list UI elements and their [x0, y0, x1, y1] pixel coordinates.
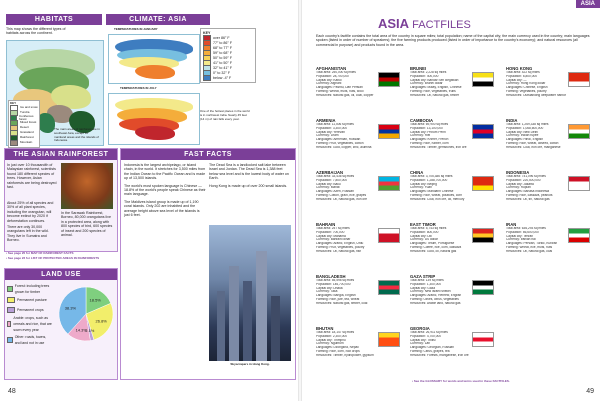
country-name: BANGLADESH — [316, 274, 346, 279]
country-fact: Resources: Natural gas, oil, coal, copper — [316, 93, 374, 97]
country-fact: Resources: Oil, natural gas, timber — [410, 93, 460, 97]
rainforest-title: THE ASIAN RAINFOREST — [5, 149, 117, 160]
country-fact: Farming: Fruit, vegetables, cotton — [316, 141, 364, 145]
country-fact: Population: 6,800,000 — [506, 74, 538, 78]
country-name: GAZA STRIP — [410, 274, 436, 279]
country-fact: Total area: 26,911 sq miles — [410, 331, 448, 334]
habitats-key-row: Rainforest — [10, 136, 38, 141]
country-factfile — [410, 274, 492, 306]
country-name: CAMBODIA — [410, 118, 434, 123]
landuse-legend — [7, 283, 53, 347]
country-fact: Population: 700,000 — [316, 230, 345, 234]
page-number-right: 49 — [586, 388, 594, 395]
country-fact: Currency: Ngultrum — [316, 342, 344, 346]
country-fact: Farming: Rice, wheat, potatoes, corn — [410, 193, 463, 197]
climate-key-row: 41° to 50° F — [203, 60, 253, 65]
country-fact: Resources: Arable land, natural gas — [410, 301, 461, 305]
country-fact: Currency: Lari — [410, 342, 431, 346]
country-fact: Farming: Rice, corn, root crops — [316, 349, 360, 353]
country-name: CHINA — [410, 170, 424, 175]
section-tab: ASIA — [576, 0, 600, 8]
rainforest-box — [4, 148, 118, 252]
country-fact: Capital city: Baku — [316, 182, 341, 186]
country-fact: Languages: Dzongkha, Nepali — [316, 346, 359, 350]
country-fact: Total area: 250,000 sq miles — [316, 71, 356, 74]
country-fact: Resources: Forests, manganese, iron ore — [410, 353, 469, 357]
climate-key-title: KEY — [203, 31, 211, 35]
fastfacts-col1 — [124, 163, 206, 220]
country-fact: Languages: Malay, English, Chinese — [410, 86, 462, 90]
country-fact: Total area: 139 sq miles — [410, 279, 444, 282]
climate-key-row: over 86° F — [203, 35, 253, 40]
habitats-key-row: Desert — [10, 126, 38, 131]
habitats-note: The main areas of rainforest are in southeast Asia, except for mainland areas and the islands of Indonesia. — [54, 127, 100, 143]
landuse-legend-row: Forest: including trees grown for timber — [7, 283, 53, 295]
country-fact: Languages: Mandarin Chinese — [410, 190, 454, 194]
country-fact: Total area: 422 sq miles — [506, 71, 540, 74]
flag-ge-icon — [472, 332, 494, 347]
country-fact: Languages: Arabic, English, Urdu — [316, 242, 364, 246]
country-fact: Currency: New Israeli shekel — [410, 290, 451, 294]
country-fact: Capital city: Beijing — [410, 182, 437, 186]
flag-kh-icon — [472, 124, 494, 139]
country-factfile — [410, 66, 492, 98]
country-name: BAHRAIN — [316, 222, 336, 227]
country-fact: Capital city: Tbilisi — [410, 338, 436, 342]
country-factfile — [506, 170, 588, 202]
country-fact: Population: 146,700,000 — [316, 282, 351, 286]
country-fact: Total area: 3,705,386 sq miles — [410, 175, 453, 178]
habitats-key-row: Mixed forest — [10, 121, 38, 126]
country-fact: Currency: Iranian rial — [506, 238, 536, 242]
country-fact: Resources: Oil, natural gas, fish — [316, 249, 362, 253]
country-name: INDONESIA — [506, 170, 530, 175]
country-fact: Population: 3,300,000 — [316, 126, 348, 130]
country-fact: Farming: Wheat, fruits, nuts, wool — [316, 89, 364, 93]
country-fact: Languages: Georgian, Russian — [410, 346, 454, 350]
title-rest: FACTFILES — [409, 19, 471, 31]
habitats-key-row: Grassland — [10, 131, 38, 136]
climate-key-row: 32° to 41° F — [203, 65, 253, 70]
habitats-key-row: Ice and snow — [10, 106, 38, 111]
hongkong-caption: Skyscrapers in Hong Kong. — [230, 362, 270, 366]
habitats-key — [8, 100, 40, 148]
country-fact: Farming: Rice, wheat, oilseed, cotton — [506, 141, 559, 145]
climate-jan-label: TEMPERATURES IN JANUARY — [114, 27, 158, 31]
landuse-title: LAND USE — [5, 269, 117, 280]
country-fact: Languages: Pashtu, Dari Persian — [316, 86, 363, 90]
rainforest-footer1: • See page 20 for MAP OF RAINFOREST FACTS — [6, 251, 74, 255]
country-fact: Currency: Yuan — [410, 186, 432, 190]
country-name: AFGHANISTAN — [316, 66, 347, 71]
country-fact: Languages: Arabic, Hebrew, English — [410, 294, 462, 298]
fastfacts-item: The world's most spoken language is Chinese — 18.8% of the world's people speak Chinese as their main language. — [124, 183, 206, 197]
country-fact: Farming: Rice, rubber, corn — [410, 141, 449, 145]
landuse-box — [4, 268, 118, 380]
country-fact: Farming: Cotton, grain, rice, grapes — [316, 193, 367, 197]
country-fact: Total area: 741,096 sq miles — [506, 175, 546, 178]
country-name: ARMENIA — [316, 118, 336, 123]
country-fact: Population: 28,700,000 — [316, 74, 349, 78]
country-fact: Resources: Timber, gemstones, iron ore — [410, 145, 467, 149]
climate-key-row: 68° to 77° F — [203, 45, 253, 50]
pie-label: 26.8% — [95, 318, 107, 324]
country-fact: Currency: Dram — [316, 134, 339, 138]
country-factfile — [316, 170, 398, 202]
country-fact: Population: 1,300,000 — [410, 282, 442, 286]
page-right — [302, 0, 600, 401]
country-fact: Farming: Vegetables, poultry — [506, 89, 547, 93]
habitats-title: HABITATS — [6, 14, 102, 25]
country-fact: Farming: Citrus, grapes, tea — [410, 349, 450, 353]
country-factfile — [316, 222, 398, 254]
country-fact: Resources: Natural gas, timber, coal — [316, 301, 368, 305]
country-fact: Currency: Riel — [410, 134, 431, 138]
country-fact: Languages: Chinese, English — [506, 86, 548, 90]
country-fact: Farming: Rice, jute, tea, wheat — [316, 297, 360, 301]
rainforest-b2: There are only 30,000 orangutans left in the wild. They live in Sumatra and Borneo. — [7, 225, 49, 243]
landuse-legend-row: Permanent crops — [7, 305, 53, 315]
flag-ir-icon — [568, 228, 590, 243]
country-fact: Languages: Armenian, Russian — [316, 138, 361, 142]
pie-label: 2.1% — [85, 327, 95, 333]
country-fact: Farming: Olives, citrus, vegetables — [410, 297, 459, 301]
country-fact: Capital city: Manama — [316, 234, 346, 238]
country-name: BRUNEI — [410, 66, 427, 71]
climate-note: One of the hottest places in the world is in northwest India. Nearly 45 feet (14 m) of rain falls every year. — [200, 109, 250, 121]
country-name: INDIA — [506, 118, 518, 123]
landuse-legend-row: Arable: crops, such as cereals and rice, that are sown every year — [7, 315, 53, 333]
country-fact: Farming: Fruit, vegetables, poultry — [316, 245, 365, 249]
climate-jul-map — [108, 93, 200, 145]
country-name: AZERBAIJAN — [316, 170, 343, 175]
country-fact: Languages: Khmer, French — [410, 138, 449, 142]
country-fact: Capital city: Dili — [410, 234, 432, 238]
country-fact: Total area: 5,743 sq miles — [410, 227, 447, 230]
flag-az-icon — [378, 176, 400, 191]
country-factfile — [410, 222, 492, 254]
country-fact: Population: 4,700,000 — [410, 334, 442, 338]
country-fact: Capital city: Bandar Seri Begawan — [410, 78, 459, 82]
country-name: GEORGIA — [410, 326, 430, 331]
country-fact: Population: 2,300,000 — [316, 334, 348, 338]
country-fact: Total area: 636,293 sq miles — [506, 227, 546, 230]
country-fact: Total area: 11,506 sq miles — [316, 123, 354, 126]
flag-bn-icon — [472, 72, 494, 87]
country-fact: Languages: Bangla, English — [316, 294, 356, 298]
country-fact: Languages: Hindi, English — [506, 138, 544, 142]
country-fact: Capital city: — — [506, 78, 527, 82]
rainforest-footer2: • See page 22 for LIST OF PROTECTED AREAS IN RAINFORESTS — [6, 256, 100, 260]
habitats-key-title: KEY — [10, 101, 17, 105]
country-fact: Currency: Brunei dollar — [410, 82, 443, 86]
country-fact: Languages: Persian, Turkic, Kurdish — [506, 242, 558, 246]
climate-key-row: 0° to 32° F — [203, 70, 253, 75]
country-fact: Currency: Hong Kong dollar — [506, 82, 546, 86]
country-fact: Resources: Oil, natural gas, coal — [506, 249, 553, 253]
habitats-key-row: Tundra — [10, 111, 38, 116]
country-fact: Resources: Coal, iron ore, manganese — [506, 145, 561, 149]
country-factfile — [410, 170, 492, 202]
landuse-legend-row: Permanent pasture — [7, 295, 53, 305]
country-fact: Total area: 55,598 sq miles — [316, 279, 355, 282]
country-fact: Capital city: Yerevan — [316, 130, 345, 134]
country-fact: Farming: Wheat, rice, fruits, nuts — [506, 245, 553, 249]
country-fact: Total area: 69,900 sq miles — [410, 123, 449, 126]
factfiles-intro: Each country's factfile contains the total area of the country in square miles; total population; name of the capital city; the main currency used in the country; main languages spoken (listed in order of number of speakers); the five farming products produced (listed in order of importance to the country's economy); and natural resources (all commercial in purpose) and products found in the area. — [316, 34, 590, 47]
landuse-legend-row: Other: roads, towns, and land not in use — [7, 333, 53, 347]
climate-key — [200, 28, 256, 83]
country-fact: Languages: Bahasa Indonesia — [506, 190, 550, 194]
country-fact: Total area: 33,436 sq miles — [316, 175, 355, 178]
country-fact: Population: 66,600,000 — [506, 230, 539, 234]
pie-label: 14.3% — [75, 327, 87, 333]
climate-key-row: 77° to 86° F — [203, 40, 253, 45]
fastfacts-item: The Dead Sea is a landlocked salt lake between Israel and Jordan. The Dead Sea is 1,388 feet below sea level and is the lowest body of water on Earth. — [209, 163, 289, 181]
climate-key-row: below -4° F — [203, 75, 253, 80]
country-fact: Capital city: Tehran — [506, 234, 534, 238]
country-fact: Capital city: Thimphu — [316, 338, 346, 342]
country-fact: Total area: 257 sq miles — [316, 227, 350, 230]
country-fact: Currency: Afghani — [316, 82, 342, 86]
country-factfile — [506, 118, 588, 150]
country-fact: Currency: Manat — [316, 186, 340, 190]
country-fact: Total area: 2,228 sq miles — [410, 71, 447, 74]
country-fact: Population: 1,288,700,000 — [410, 178, 448, 182]
climate-key-row: 50° to 59° F — [203, 55, 253, 60]
rainforest-p1: In just over 10 thousandth of Malaysian rainforest, scientists found 180 different species of trees. However, Asian rainforests are being destroyed fast. — [7, 163, 57, 190]
country-fact: Capital city: Dhaka — [316, 286, 343, 290]
flag-bd-icon — [378, 280, 400, 295]
country-factfile — [410, 118, 492, 150]
country-fact: Population: 400,000 — [410, 74, 439, 78]
country-fact: Resources: Oil, tin, natural gas — [506, 197, 550, 201]
country-fact: Currency: Rupiah — [506, 186, 531, 190]
country-factfile — [410, 326, 492, 358]
country-fact: Total area: 1,269,338 sq miles — [506, 123, 549, 126]
fastfacts-box — [120, 148, 296, 380]
climate-jul-label: TEMPERATURES IN JULY — [120, 86, 157, 90]
country-fact: Currency: Bahraini dinar — [316, 238, 351, 242]
fastfacts-col2 — [209, 163, 291, 191]
habitats-key-row: Mountain — [10, 141, 38, 146]
country-fact: Population: 7,800,000 — [316, 178, 348, 182]
country-fact: Farming: Coffee, rice, corn, cassava — [410, 245, 462, 249]
country-fact: Capital city: Kabul — [316, 78, 342, 82]
country-fact: Population: 220,500,000 — [506, 178, 541, 182]
country-factfile — [506, 66, 588, 98]
country-name: EAST TIMOR — [410, 222, 436, 227]
factfiles-title — [378, 16, 471, 31]
country-fact: Languages: Azeri, Russian — [316, 190, 354, 194]
country-fact: Population: 13,100,000 — [410, 126, 443, 130]
country-factfile — [316, 274, 398, 306]
habitats-key-row: Coniferous forest — [10, 116, 38, 121]
flag-af-icon — [378, 72, 400, 87]
country-fact: Resources: Gold, copper, zinc, alumina — [316, 145, 372, 149]
country-fact: Resources: Gold, oil, natural gas — [410, 249, 457, 253]
country-fact: Capital city: Phnom Penh — [410, 130, 446, 134]
flag-in-icon — [568, 124, 590, 139]
fastfacts-item: The Maldives island group is made up of 1,190 coral islands. Only 202 are inhabited and the average height above sea level of the islands is just 6 feet. — [124, 199, 200, 218]
rainforest-b3: In the Sarawak Rainforest, Borneo, 80,000 orangutans live in a protected area, along with 800 species of bird, 600 species of insect and 200 species of animal. — [61, 211, 113, 238]
habitats-intro: This map shows the different types of habitats across the continent. — [6, 27, 66, 36]
climate-jan-map — [108, 34, 200, 84]
country-name: BHUTAN — [316, 326, 334, 331]
country-name: HONG KONG — [506, 66, 533, 71]
country-factfile — [506, 222, 588, 254]
rainforest-b1: About 25% of all species and 30% of all plant species, including the orangutan, will become extinct by 2020 if deforestation continues. — [7, 201, 54, 223]
country-fact: Farming: Rice, cassava, peanuts — [506, 193, 553, 197]
country-fact: Currency: US dollar — [410, 238, 438, 242]
country-fact: Languages: Tetum, Portuguese — [410, 242, 455, 246]
orangutan-photo — [61, 163, 113, 209]
fastfacts-item: Hong Kong is made up of over 200 small islands. — [209, 183, 288, 188]
factfiles-footer: • See the GLOSSARY for words and terms used in these FACTFILES. — [412, 379, 510, 383]
country-name: IRAN — [506, 222, 517, 227]
country-fact: Farming: Rice, vegetables, fruits — [410, 89, 456, 93]
country-fact: Resources: Coal, iron ore, oil, mercury — [410, 197, 465, 201]
climate-title: CLIMATE: ASIA — [106, 14, 210, 25]
country-factfile — [316, 118, 398, 150]
fastfacts-item: Indonesia is the largest archipelago, or island chain, in the world. It stretches for 3,500 miles from the Indian Ocean to the Pacific Ocean and is made up of 13,500 islands. — [124, 163, 206, 181]
hongkong-photo — [209, 225, 291, 361]
country-fact: Currency: Taka — [316, 290, 338, 294]
flag-tl-icon — [472, 228, 494, 243]
climate-key-row: 59° to 68° F — [203, 50, 253, 55]
flag-ps-icon — [472, 280, 494, 295]
country-fact: Population: 800,000 — [410, 230, 439, 234]
country-factfile — [316, 326, 398, 358]
country-fact: Resources: Oil, natural gas, iron ore — [316, 197, 368, 201]
title-bold: ASIA — [378, 16, 410, 31]
flag-cn-icon — [472, 176, 494, 191]
country-fact: Capital city: New Delhi — [506, 130, 538, 134]
country-fact: Capital city: Jakarta — [506, 182, 534, 186]
country-fact: Capital city: Gaza — [410, 286, 435, 290]
flag-bt-icon — [378, 332, 400, 347]
flag-bh-icon — [378, 228, 400, 243]
flag-am-icon — [378, 124, 400, 139]
pie-label: 38.3% — [64, 305, 77, 311]
country-fact: Total area: 18,147 sq miles — [316, 331, 355, 334]
page-left — [0, 0, 298, 401]
page-number-left: 48 — [8, 388, 16, 395]
country-fact: Population: 1,068,600,000 — [506, 126, 544, 130]
country-fact: Currency: Indian rupee — [506, 134, 539, 138]
landuse-pie — [57, 285, 115, 343]
country-fact: Resources: Timber, hydropower, gypsum — [316, 353, 374, 357]
country-factfile — [316, 66, 398, 98]
flag-id-icon — [568, 176, 590, 191]
country-fact: Resources: Outstanding deepwater harbor — [506, 93, 566, 97]
pie-label: 18.5% — [89, 297, 101, 303]
fastfacts-title: FAST FACTS — [121, 149, 295, 160]
flag-hk-icon — [568, 72, 590, 87]
